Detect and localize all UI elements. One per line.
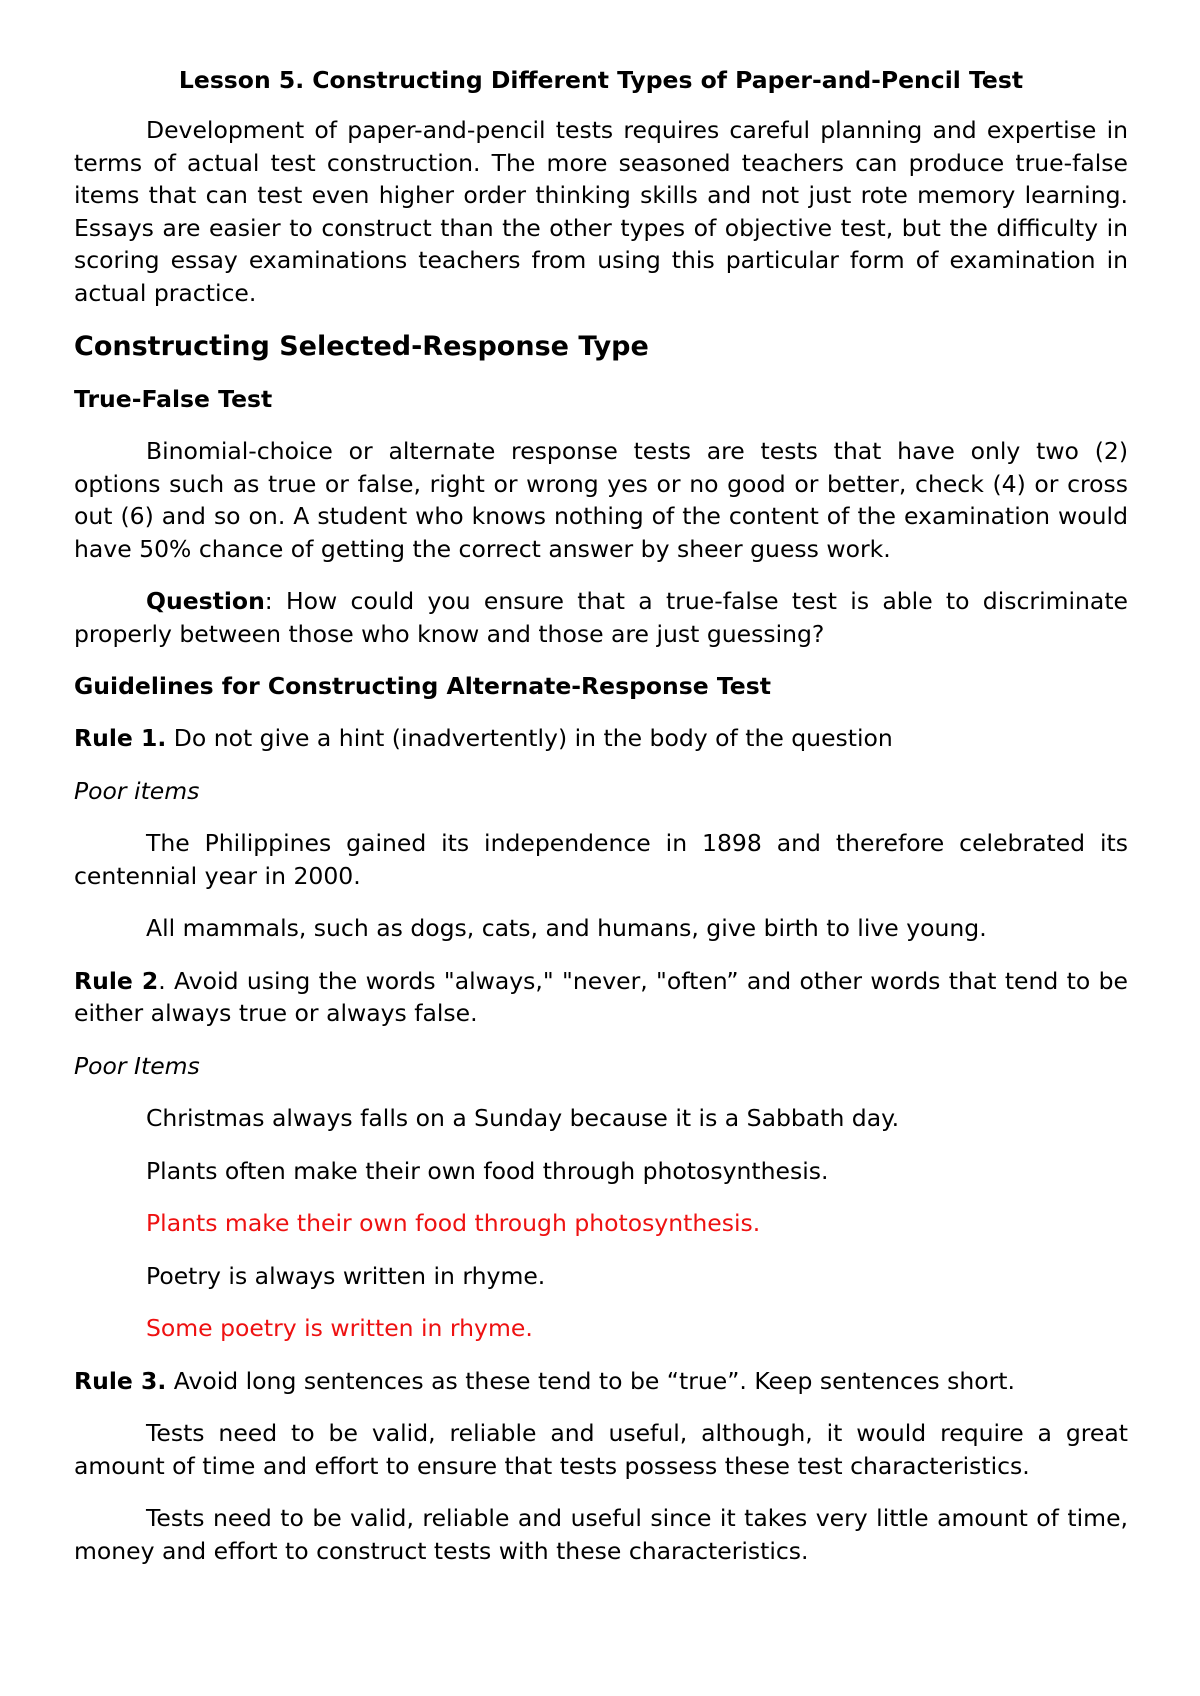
rule-2-item: Plants often make their own food through photosynthesis.	[146, 1156, 829, 1185]
rule-1-label: Rule 1.	[74, 724, 167, 752]
rule-2-corrected-item: Plants make their own food through photosynthesis.	[146, 1209, 761, 1237]
rule-2-item: Poetry is always written in rhyme.	[146, 1261, 546, 1290]
guidelines-heading: Guidelines for Constructing Alternate-Response Test	[74, 672, 771, 700]
true-false-heading: True-False Test	[74, 385, 273, 413]
true-false-paragraph: Binomial-choice or alternate response tests are tests that have only two (2) options such as true or false, right or wrong yes or no good or better, check (4) or cross out (6) and so on. A student who knows nothing of the content of the examination would have 50% chance of getting the correct answer by sheer guess work.	[74, 437, 1128, 563]
rule-3-item: Tests need to be valid, reliable and useful, although, it would require a great amount of time and effort to ensure that tests possess these test characteristics.	[74, 1419, 1128, 1480]
rule-2	[74, 965, 1128, 1030]
rule-2-item: Christmas always falls on a Sunday because it is a Sabbath day.	[146, 1104, 900, 1132]
rule-1-item: The Philippines gained its independence in 1898 and therefore celebrated its centennial year in 2000.	[74, 829, 1128, 890]
document-page	[74, 64, 1128, 1587]
section-heading: Constructing Selected-Response Type	[74, 331, 649, 362]
rule-3-label: Rule 3.	[74, 1366, 167, 1395]
rule-1	[74, 722, 1128, 755]
rule-3-item: Tests need to be valid, reliable and useful since it takes very little amount of time, money and effort to construct tests with these characteristics.	[74, 1504, 1128, 1565]
question-text: : How could you ensure that a true-false test is able to discriminate properly between those who know and those are just guessing?	[74, 587, 1128, 648]
rule-3	[74, 1365, 1128, 1398]
rule-3-text: Avoid long sentences as these tend to be “true”. Keep sentences short.	[166, 1366, 1015, 1395]
question-label: Question	[146, 587, 265, 615]
rule-2-text: . Avoid using the words "always," "never, "often” and other words that tend to be either always true or always false.	[74, 966, 1128, 1027]
rule-1-poor-items-label: Poor items	[74, 776, 200, 805]
rule-2-corrected-item: Some poetry is written in rhyme.	[146, 1314, 533, 1342]
rule-2-label: Rule 2	[74, 966, 159, 995]
question-paragraph	[74, 585, 1128, 650]
lesson-title: Lesson 5. Constructing Different Types of Paper-and-Pencil Test	[178, 66, 1024, 94]
intro-paragraph: Development of paper-and-pencil tests requires careful planning and expertise in terms of actual test construction. The more seasoned teachers can produce true-false items that can test even higher order thinking skills and not just rote memory learning. Essays are easier to construct than the other types of objective test, but the difficulty in scoring essay examinations teachers from using this particular form of examination in actual practice.	[74, 116, 1128, 307]
rule-2-poor-items-label: Poor Items	[74, 1051, 200, 1080]
rule-1-text: Do not give a hint (inadvertently) in the body of the question	[166, 724, 893, 752]
rule-1-item: All mammals, such as dogs, cats, and humans, give birth to live young.	[146, 914, 987, 942]
